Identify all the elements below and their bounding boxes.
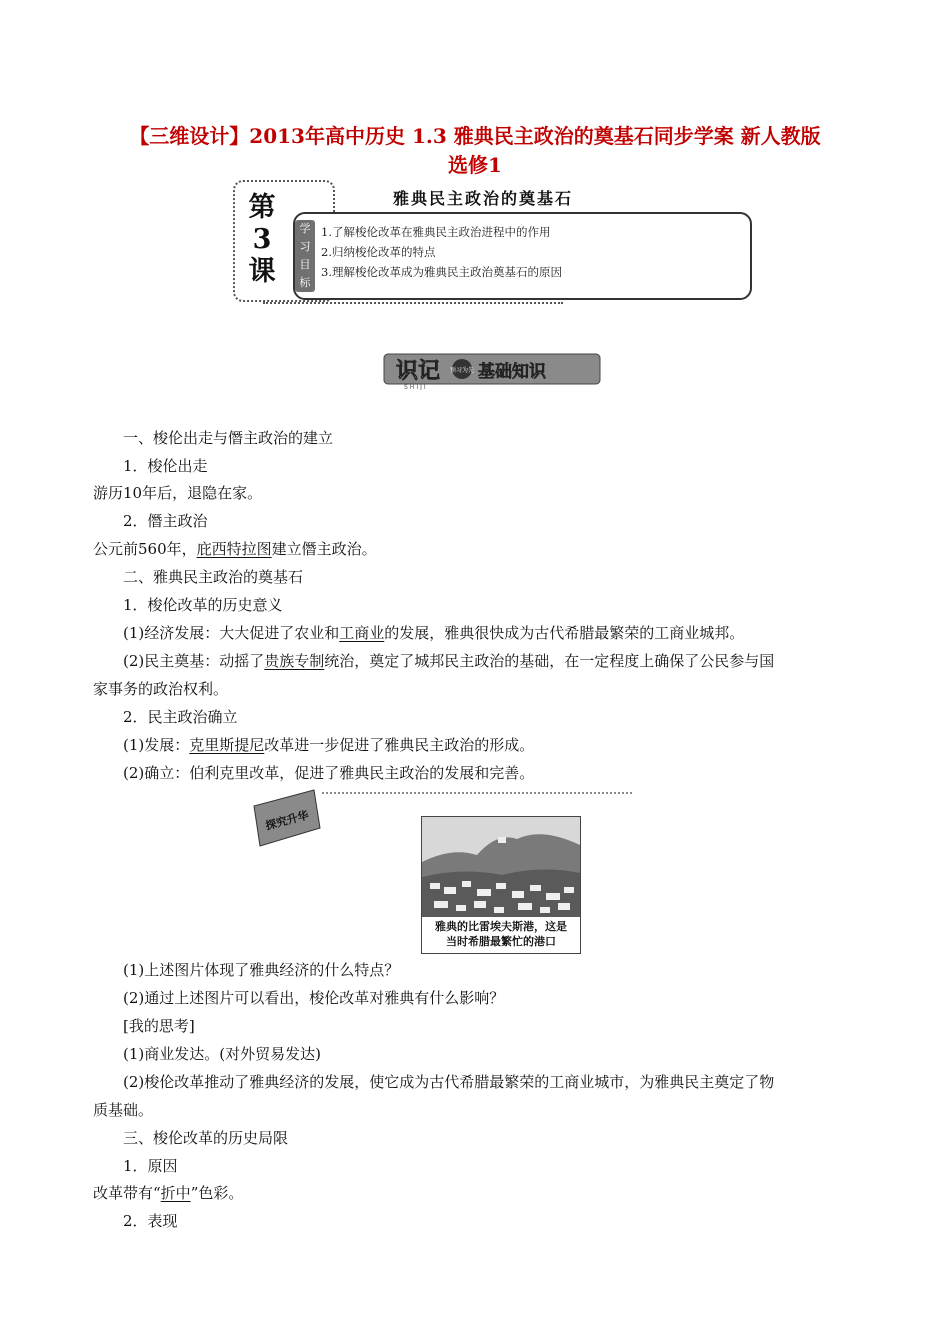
explore-tag-graphic <box>252 788 322 848</box>
subheading: 2．表现 <box>123 1212 178 1230</box>
banner-pinyin: SHIJI <box>404 384 428 390</box>
harbor-photo-figure <box>421 816 581 954</box>
text: ”色彩。 <box>190 1184 244 1202</box>
section-heading-2: 二、雅典民主政治的奠基石 <box>123 568 304 586</box>
question: (1)上述图片体现了雅典经济的什么特点？ <box>123 961 400 979</box>
subheading: 2．僭主政治 <box>123 512 208 530</box>
underlined-term: 折中 <box>160 1184 191 1202</box>
paragraph <box>93 1182 243 1204</box>
explore-tag-text: 探究升华 <box>264 808 311 833</box>
learning-goals-tag <box>295 220 315 292</box>
paragraph <box>93 538 377 560</box>
learning-goals-list <box>321 222 562 282</box>
caption-line: 当时希腊最繁忙的港口 <box>446 935 556 948</box>
lesson-name: 雅典民主政治的奠基石 <box>393 189 574 208</box>
my-thinking-label: [我的思考] <box>123 1017 195 1035</box>
lesson-header <box>233 180 753 310</box>
lesson-char-num: 3 <box>252 224 272 255</box>
underlined-term: 克里斯提尼 <box>189 736 265 754</box>
learning-goals-tag-text: 学习目标 <box>299 222 311 289</box>
title-line-1: 【三维设计】2013年高中历史 1.3 雅典民主政治的奠基石同步学案 新人教版 <box>129 124 821 148</box>
photo-caption <box>422 919 580 949</box>
explore-divider <box>322 792 632 794</box>
section-heading-3: 三、梭伦改革的历史局限 <box>123 1129 289 1147</box>
caption-line: 雅典的比雷埃夫斯港，这是 <box>435 920 567 933</box>
lesson-char-ke: 课 <box>248 256 276 287</box>
goal-item: 1.了解梭伦改革在雅典民主政治进程中的作用 <box>321 225 551 239</box>
text: 的发展，雅典很快成为古代希腊最繁荣的工商业城邦。 <box>384 624 745 642</box>
text: (2)民主奠基：动摇了 <box>123 652 265 670</box>
subheading: 1．梭伦改革的历史意义 <box>123 596 283 614</box>
text: 改革进一步促进了雅典民主政治的形成。 <box>264 736 535 754</box>
lesson-frame-dots <box>263 302 563 304</box>
section-banner <box>382 350 602 390</box>
text: (1)发展： <box>123 736 190 754</box>
banner-graphic <box>382 350 602 390</box>
title-line-2: 选修1 <box>448 153 502 177</box>
paragraph: (2)确立：伯利克里改革，促进了雅典民主政治的发展和完善。 <box>123 764 535 782</box>
underlined-term: 庇西特拉图 <box>196 540 272 558</box>
paragraph: 游历10年后，退隐在家。 <box>93 484 263 502</box>
banner-main: 识记 <box>396 359 441 384</box>
explore-tag <box>252 788 322 848</box>
text: (1)经济发展：大大促进了农业和 <box>123 624 340 642</box>
goal-item: 2.归纳梭伦改革的特点 <box>321 245 436 259</box>
answer: (2)梭伦改革推动了雅典经济的发展，使它成为古代希腊最繁荣的工商业城市，为雅典民主奠定了物 <box>123 1073 775 1091</box>
paragraph <box>123 650 774 672</box>
answer-continued: 质基础。 <box>93 1101 154 1119</box>
underlined-term: 贵族专制 <box>264 652 325 670</box>
banner-badge: 预习为先 <box>449 367 475 374</box>
document-title <box>60 122 890 180</box>
underlined-term: 工商业 <box>339 624 385 642</box>
banner-sub: 基础知识 <box>478 362 546 382</box>
text: 公元前560年， <box>93 540 197 558</box>
text: 改革带有“ <box>93 1184 161 1202</box>
goal-item: 3.理解梭伦改革成为雅典民主政治奠基石的原因 <box>321 265 562 279</box>
subheading: 1．原因 <box>123 1157 178 1175</box>
question: (2)通过上述图片可以看出，梭伦改革对雅典有什么影响？ <box>123 989 505 1007</box>
text: 建立僭主政治。 <box>271 540 377 558</box>
paragraph-continued: 家事务的政治权利。 <box>93 680 229 698</box>
lesson-number <box>247 192 277 288</box>
learning-goals-panel <box>293 212 752 300</box>
subheading: 2．民主政治确立 <box>123 708 238 726</box>
answer: (1)商业发达。(对外贸易发达) <box>123 1045 321 1063</box>
paragraph <box>123 622 744 644</box>
text: 统治，奠定了城邦民主政治的基础，在一定程度上确保了公民参与国 <box>324 652 775 670</box>
lesson-char-di: 第 <box>248 192 276 223</box>
subheading: 1．梭伦出走 <box>123 457 208 475</box>
section-heading-1: 一、梭伦出走与僭主政治的建立 <box>123 429 334 447</box>
harbor-photo <box>422 817 580 917</box>
paragraph <box>123 734 534 756</box>
